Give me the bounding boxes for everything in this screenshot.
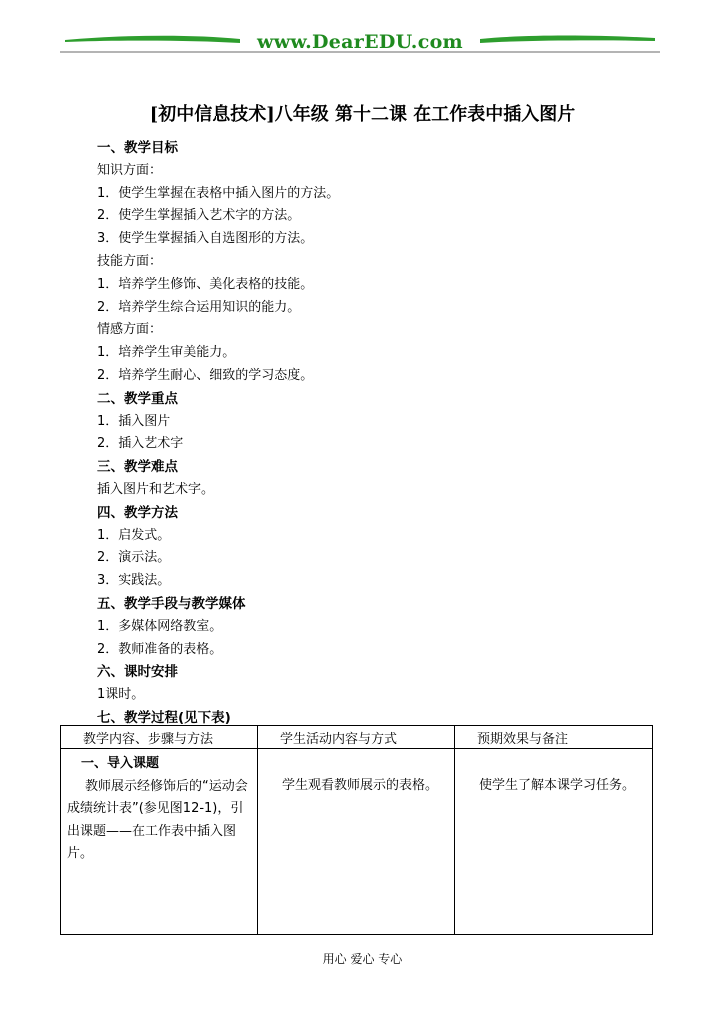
section-heading: 四、教学方法	[97, 504, 178, 521]
table-row	[61, 749, 653, 935]
table-cell-activity	[258, 749, 455, 935]
site-url: www.DearEDU.com	[257, 31, 463, 53]
section-heading: 五、教学手段与教学媒体	[97, 595, 246, 612]
table-header-row	[61, 726, 653, 749]
section-heading: 七、教学过程(见下表)	[97, 709, 231, 726]
text-line: 2．演示法。	[97, 550, 171, 566]
cell-text: 教师展示经修饰后的“运动会成绩统计表”(参见图12-1)，引出课题——在工作表中插入图片。	[67, 778, 248, 862]
cell-text: 学生观看教师展示的表格。	[282, 778, 439, 793]
document-body	[97, 137, 657, 730]
section-heading: 六、课时安排	[97, 664, 178, 681]
text-line: 1．培养学生审美能力。	[97, 345, 236, 361]
table-header-effect: 预期效果与备注	[455, 726, 653, 749]
document-title: [初中信息技术]八年级 第十二课 在工作表中插入图片	[149, 104, 576, 125]
text-line: 3．使学生掌握插入自选图形的方法。	[97, 231, 314, 247]
teaching-process-table	[60, 725, 653, 935]
text-line: 2．插入艺术字	[97, 436, 184, 452]
cell-heading: 一、导入课题	[81, 756, 160, 771]
text-line: 2．培养学生耐心、细致的学习态度。	[97, 367, 314, 383]
text-line: 1课时。	[97, 687, 145, 703]
section-heading: 一、教学目标	[97, 140, 178, 156]
text-line: 情感方面：	[97, 322, 163, 338]
text-line: 1．启发式。	[97, 527, 171, 543]
cell-text: 使学生了解本课学习任务。	[479, 778, 636, 793]
text-line: 插入图片和艺术字。	[97, 481, 215, 497]
text-line: 2．教师准备的表格。	[97, 641, 223, 657]
table-cell-content	[61, 749, 258, 935]
text-line: 1．使学生掌握在表格中插入图片的方法。	[97, 185, 340, 201]
text-line: 1．多媒体网络教室。	[97, 618, 223, 634]
table-header-content: 教学内容、步骤与方法	[61, 726, 258, 749]
table-header-activity: 学生活动内容与方式	[258, 726, 455, 749]
page-footer: 用心 爱心 专心	[322, 952, 403, 966]
text-line: 3．实践法。	[97, 573, 171, 589]
text-line: 1．插入图片	[97, 413, 171, 429]
text-line: 技能方面：	[97, 253, 163, 269]
table-cell-effect	[455, 749, 653, 935]
section-heading: 三、教学难点	[97, 459, 178, 476]
text-line: 知识方面：	[97, 162, 163, 178]
section-heading: 二、教学重点	[97, 390, 178, 407]
text-line: 1．培养学生修饰、美化表格的技能。	[97, 276, 314, 292]
text-line: 2．培养学生综合运用知识的能力。	[97, 299, 301, 315]
header-banner	[60, 28, 660, 58]
text-line: 2．使学生掌握插入艺术字的方法。	[97, 208, 301, 224]
